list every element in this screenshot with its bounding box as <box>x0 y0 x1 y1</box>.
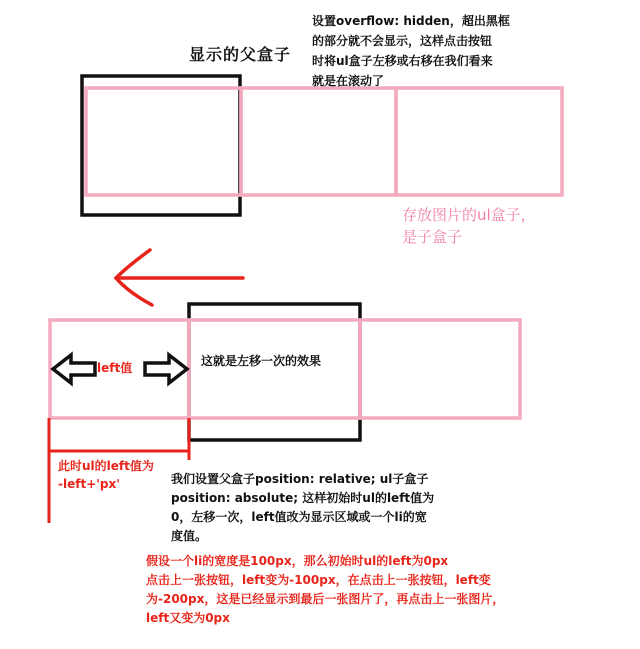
ul-item-3 <box>396 88 562 195</box>
shift-effect-label: 这就是左移一次的效果 <box>201 354 322 368</box>
ul-left-value-note: 此时ul的left值为 -left+'px' <box>58 459 154 491</box>
ul-item-2 <box>241 88 396 195</box>
ul-item-visible <box>189 320 360 418</box>
ul-item-1 <box>86 88 241 195</box>
left-value-label: left值 <box>97 361 133 375</box>
position-note: 我们设置父盒子position: relative; ul子盒子 position: absolute; 这样初始时ul的left值为 0，左移一次，left值改为显示区域或一个li的宽 度值。 <box>171 472 435 543</box>
red-left-arrow-icon <box>116 250 243 305</box>
ul-box-label: 存放图片的ul盒子， 是子盒子 <box>402 206 536 246</box>
example-note: 假设一个li的宽度是100px，那么初始时ul的left为0px 点击上一张按钮，left变为-100px，在点击上一张按钮，left变 为-200px，这是已经显示到最后一张图片了，再点击上一张图片， left又变为0px <box>146 554 505 625</box>
ul-item-next <box>360 320 520 418</box>
overflow-note: 设置overflow: hidden，超出黑框 的部分就不会显示，这样点击按钮 时将ul盒子左移或右移在我们看来 就是在滚动了 <box>312 14 510 88</box>
parent-box-label: 显示的父盒子 <box>189 45 292 64</box>
